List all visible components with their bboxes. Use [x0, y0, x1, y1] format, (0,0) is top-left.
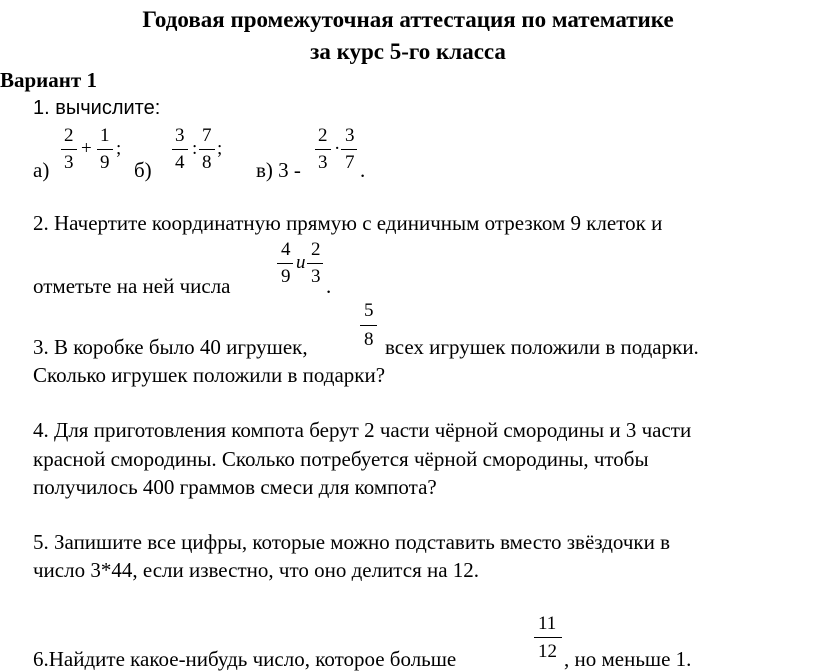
page-title: Годовая промежуточная аттестация по математике [142, 7, 674, 32]
fraction-bar [360, 325, 377, 326]
fraction-bar [277, 263, 293, 264]
fraction-bar [97, 149, 113, 150]
task-2-conjunction: и [296, 252, 306, 273]
task-2-den2: 3 [311, 266, 321, 287]
task-6-end: , но меньше 1. [564, 647, 692, 671]
task-3-line-2: Сколько игрушек положили в подарки? [33, 363, 386, 387]
fraction-bar [307, 263, 323, 264]
task-4-line-2: красной смородины. Сколько потребуется чёрной смородины, чтобы [33, 447, 649, 471]
task-1c-num2: 3 [345, 125, 355, 146]
task-6-num: 11 [538, 613, 557, 634]
task-5-line-2: число 3*44, если известно, что оно делится на 12. [33, 558, 480, 582]
task-1b-end: ; [217, 138, 223, 159]
task-1b-den1: 4 [175, 152, 185, 173]
task-4-line-3: получилось 400 граммов смеси для компота? [33, 475, 437, 499]
task-1c-end: . [360, 158, 366, 182]
task-5-line-1: 5. Запишите все цифры, которые можно подставить вместо звёздочки в [33, 530, 671, 554]
task-1b-den2: 8 [202, 152, 212, 173]
fraction-bar [61, 149, 77, 150]
fraction-bar [315, 149, 331, 150]
task-3-den: 8 [364, 329, 374, 350]
task-1a-den1: 3 [64, 152, 74, 173]
fraction-bar [199, 149, 215, 150]
task-1b-num1: 3 [175, 125, 185, 146]
task-2-den1: 9 [281, 266, 291, 287]
task-1c-den1: 3 [318, 152, 328, 173]
task-1a-num1: 2 [64, 125, 74, 146]
fraction-bar [341, 149, 357, 150]
task-2-line-1: 2. Начертите координатную прямую с единичным отрезком 9 клеток и [33, 211, 663, 235]
task-1a-end: ; [116, 138, 122, 159]
fraction-bar [534, 637, 562, 638]
task-1b-num2: 7 [202, 125, 212, 146]
task-4-line-1: 4. Для приготовления компота берут 2 части чёрной смородины и 3 части [33, 418, 692, 442]
task-1c-operator: · [334, 138, 341, 159]
task-1a-den2: 9 [100, 152, 110, 173]
task-1a-operator: + [81, 138, 92, 159]
task-3-line-1-start: 3. В коробке было 40 игрушек, [33, 335, 308, 359]
task-2-end: . [326, 274, 332, 298]
task-1c-den2: 7 [345, 152, 355, 173]
task-1a-label: а) [33, 158, 50, 182]
task-1a-num2: 1 [100, 125, 110, 146]
variant-heading: Вариант 1 [0, 68, 97, 92]
task-6-den: 12 [538, 641, 557, 662]
task-2-num1: 4 [281, 239, 291, 260]
page-subtitle: за курс 5-го класса [310, 39, 506, 64]
task-2-num2: 2 [311, 239, 321, 260]
task-1-label: 1. вычислите: [33, 97, 161, 119]
task-1c-num1: 2 [318, 125, 328, 146]
task-1b-label: б) [134, 158, 152, 182]
task-6-start: 6.Найдите какое-нибудь число, которое больше [33, 647, 457, 671]
task-1b-operator: : [192, 138, 198, 159]
fraction-bar [172, 149, 188, 150]
task-1c-label: в) 3 - [256, 158, 301, 182]
task-3-line-1-end: всех игрушек положили в подарки. [385, 335, 699, 359]
task-2-line-2: отметьте на ней числа [33, 274, 231, 298]
task-3-num: 5 [364, 300, 374, 321]
